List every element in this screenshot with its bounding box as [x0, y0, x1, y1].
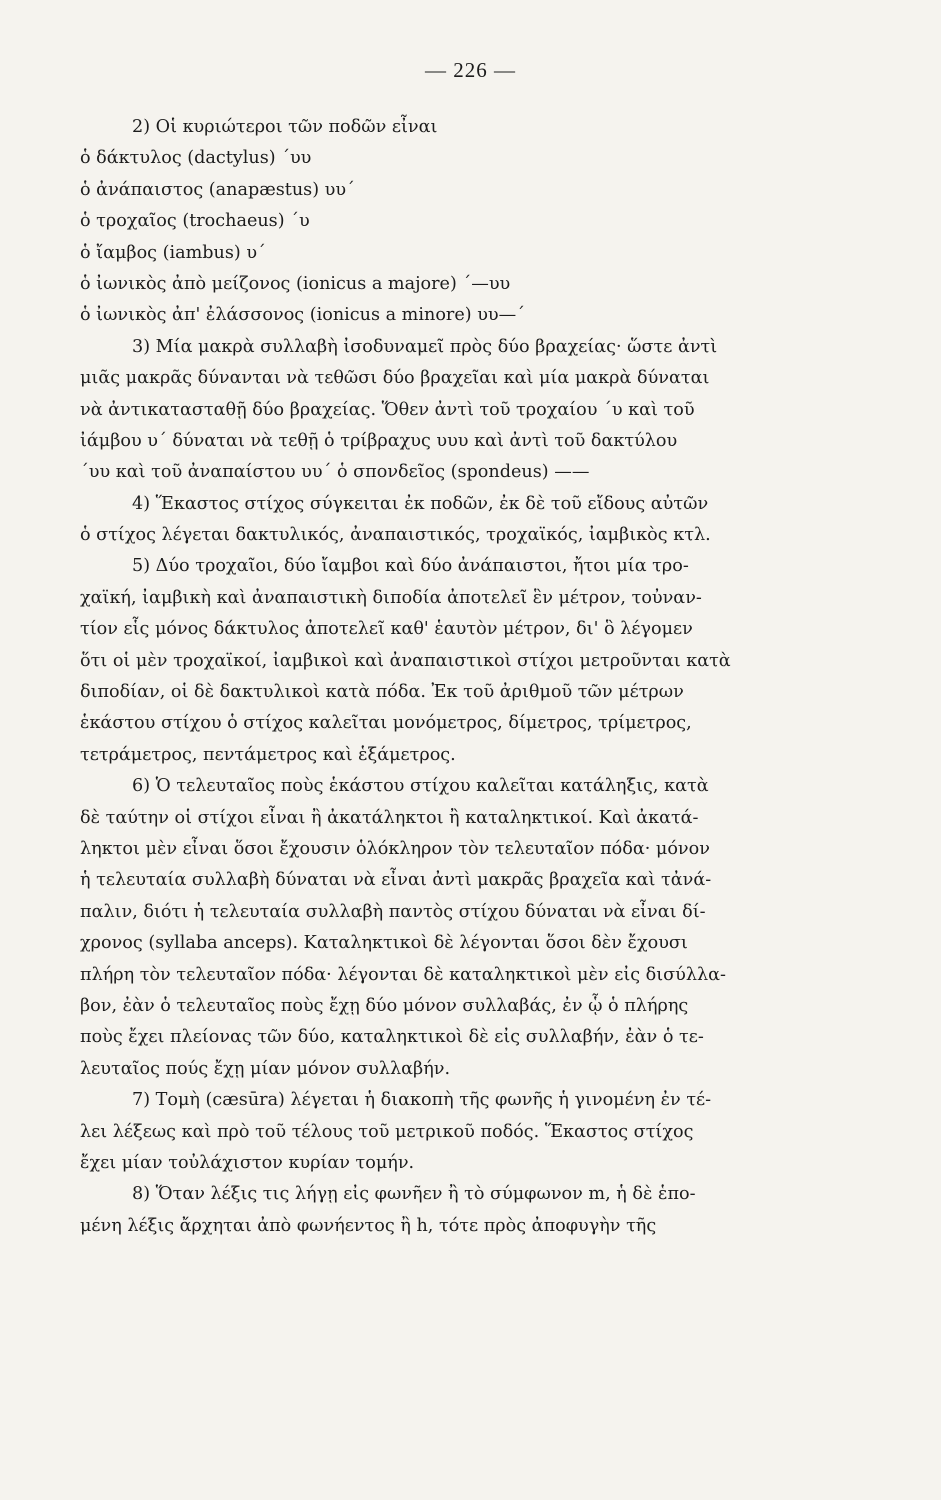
text-line: 6) Ὁ τελευταῖος ποὺς ἑκάστου στίχου καλεῖται κατάληξις, κατὰ — [132, 776, 709, 797]
text-line: ἰάμβου υˊ δύναται νὰ τεθῇ ὁ τρίβραχυς υυυ καὶ ἀντὶ τοῦ δακτύλου — [80, 430, 678, 451]
text-line: ἡ τελευταία συλλαβὴ δύναται νὰ εἶναι ἀντὶ μακρᾶς βραχεῖα καὶ τἀνά- — [80, 870, 712, 891]
text-line: 5) Δύο τροχαῖοι, δύο ἴαμβοι καὶ δύο ἀνάπαιστοι, ἤτοι μία τρο- — [132, 556, 689, 577]
text-line: διποδίαν, οἱ δὲ δακτυλικοὶ κατὰ πόδα. Ἐκ τοῦ ἀριθμοῦ τῶν μέτρων — [80, 682, 684, 703]
text-line: ποὺς ἔχει πλείονας τῶν δύο, καταληκτικοὶ δὲ εἰς συλλαβήν, ἐὰν ὁ τε- — [80, 1027, 704, 1048]
text-line: παλιν, διότι ἡ τελευταία συλλαβὴ παντὸς στίχου δύναται νὰ εἶναι δί- — [80, 901, 706, 922]
text-line: 2) Οἱ κυριώτεροι τῶν ποδῶν εἶναι — [132, 117, 438, 137]
text-line: ˊυυ καὶ τοῦ ἀναπαίστου υυˊ ὁ σπονδεῖος (spondeus) —— — [80, 462, 590, 483]
text-line: ληκτοι μὲν εἶναι ὅσοι ἔχουσιν ὁλόκληρον τὸν τελευταῖον πόδα· μόνον — [80, 838, 710, 859]
text-line: ὅτι οἱ μὲν τροχαϊκοί, ἰαμβικοὶ καὶ ἀναπαιστικοὶ στίχοι μετροῦνται κατὰ — [80, 650, 731, 671]
text-line: 8) Ὅταν λέξις τις λήγῃ εἰς φωνῆεν ἢ τὸ σύμφωνον m, ἡ δὲ ἑπο- — [132, 1184, 696, 1205]
text-line: λει λέξεως καὶ πρὸ τοῦ τέλους τοῦ μετρικοῦ ποδός. Ἕκαστος στίχος — [80, 1121, 694, 1142]
page-number: — 226 — — [425, 58, 516, 82]
text-line: ὁ ἰωνικὸς ἀπὸ μείζονος (ionicus a majore) ˊ—υυ — [80, 273, 511, 294]
text-line: νὰ ἀντικατασταθῇ δύο βραχείας. Ὅθεν ἀντὶ τοῦ τροχαίου ˊυ καὶ τοῦ — [80, 399, 695, 420]
text-line: λευταῖος πούς ἔχῃ μίαν μόνον συλλαβήν. — [80, 1058, 451, 1079]
text-line: βον, ἐὰν ὁ τελευταῖος ποὺς ἔχῃ δύο μόνον συλλαβάς, ἐν ᾧ ὁ πλήρης — [80, 995, 689, 1016]
text-line: ἑκάστου στίχου ὁ στίχος καλεῖται μονόμετρος, δίμετρος, τρίμετρος, — [80, 713, 692, 734]
text-line: ὁ δάκτυλος (dactylus) ˊυυ — [80, 148, 312, 169]
text-line: ὁ ἰωνικὸς ἀπ' ἐλάσσονος (ionicus a minore) υυ—ˊ — [80, 305, 525, 326]
text-line: χαϊκή, ἰαμβικὴ καὶ ἀναπαιστικὴ διποδία ἀποτελεῖ ἓν μέτρον, τοὐναν- — [80, 587, 702, 608]
text-line: ἔχει μίαν τοὐλάχιστον κυρίαν τομήν. — [80, 1152, 415, 1173]
text-line: χρονος (syllaba anceps). Καταληκτικοὶ δὲ λέγονται ὅσοι δὲν ἔχουσι — [80, 933, 688, 954]
text-line: τίον εἷς μόνος δάκτυλος ἀποτελεῖ καθ' ἑαυτὸν μέτρον, δι' ὃ λέγομεν — [80, 619, 693, 640]
text-line: μιᾶς μακρᾶς δύνανται νὰ τεθῶσι δύο βραχεῖαι καὶ μία μακρὰ δύναται — [80, 368, 710, 389]
text-line: πλήρη τὸν τελευταῖον πόδα· λέγονται δὲ καταληκτικοὶ μὲν εἰς δισύλλα- — [80, 964, 726, 985]
text-line: ὁ τροχαῖος (trochaeus) ˊυ — [80, 211, 310, 232]
text-line: τετράμετρος, πεντάμετρος καὶ ἑξάμετρος. — [80, 744, 456, 765]
text-line: μένη λέξις ἄρχηται ἀπὸ φωνήεντος ἢ h, τότε πρὸς ἀποφυγὴν τῆς — [80, 1215, 657, 1236]
text-line: 7) Τομὴ (cæsūra) λέγεται ἡ διακοπὴ τῆς φωνῆς ἡ γινομένη ἐν τέ- — [132, 1090, 712, 1111]
text-line: 3) Μία μακρὰ συλλαβὴ ἰσοδυναμεῖ πρὸς δύο βραχείας· ὥστε ἀντὶ — [132, 336, 718, 357]
text-line: δὲ ταύτην οἱ στίχοι εἶναι ἢ ἀκατάληκτοι ἢ καταληκτικοί. Καὶ ἀκατά- — [80, 807, 699, 828]
body-text — [80, 112, 882, 1242]
text-line: 4) Ἕκαστος στίχος σύγκειται ἐκ ποδῶν, ἐκ δὲ τοῦ εἴδους αὐτῶν — [132, 493, 709, 514]
text-line: ὁ στίχος λέγεται δακτυλικός, ἀναπαιστικός, τροχαϊκός, ἰαμβικὸς κτλ. — [80, 525, 711, 546]
text-line: ὁ ἴαμβος (iambus) υˊ — [80, 242, 266, 263]
text-line: ὁ ἀνάπαιστος (anapæstus) υυˊ — [80, 179, 355, 200]
